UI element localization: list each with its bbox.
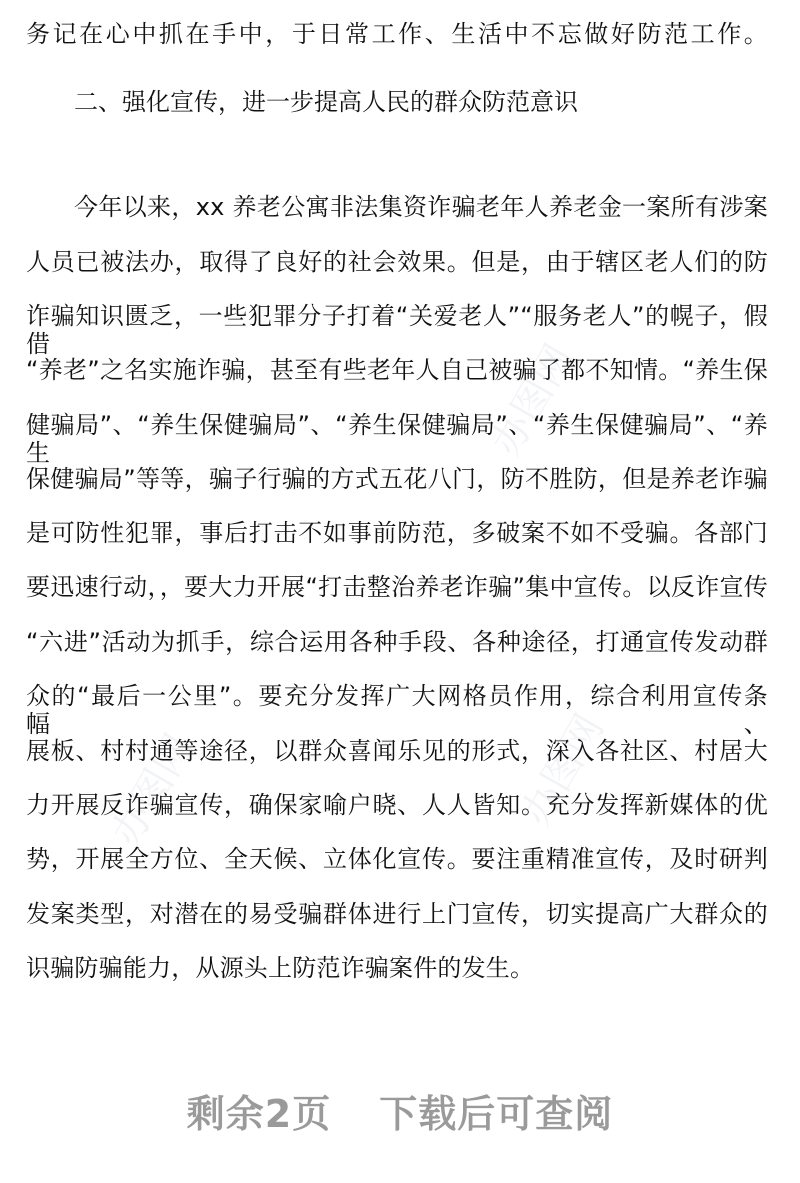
paragraph-line: 力开展反诈骗宣传，确保家喻户晓、人人皆知。充分发挥新媒体的优 (26, 791, 768, 819)
paragraph-line: 众的“最后一公里”。要充分发挥广大网格员作用，综合利用宣传条幅、 (26, 682, 768, 738)
paragraph-line: “养老”之名实施诈骗，甚至有些老年人自己被骗了都不知情。“养生保 (26, 356, 768, 384)
paragraph-line: 保健骗局”等等，骗子行骗的方式五花八门，防不胜防，但是养老诈骗 (26, 465, 768, 493)
paragraph-line: “六进”活动为抓手，综合运用各种手段、各种途径，打通宣传发动群 (26, 628, 768, 656)
paragraph-line: 识骗防骗能力，从源头上防范诈骗案件的发生。 (26, 954, 535, 982)
paragraph-line: 健骗局”、“养生保健骗局”、“养生保健骗局”、“养生保健骗局”、“养生 (26, 411, 768, 467)
paragraph-line: 要迅速行动，，要大力开展“打击整治养老诈骗”集中宣传。以反诈宣传 (26, 573, 768, 601)
paragraph-line: 势，开展全方位、全天候、立体化宣传。要注重精准宣传，及时研判 (26, 845, 768, 873)
paragraph-line: 诈骗知识匮乏，一些犯罪分子打着“关爱老人”“服务老人”的幌子，假借 (26, 302, 768, 358)
watermark: 办图网 (513, 706, 613, 834)
paragraph-line: 发案类型，对潜在的易受骗群体进行上门宣传，切实提高广大群众的 (26, 900, 768, 928)
remaining-pages-label: 剩余2页 (186, 1092, 332, 1136)
download-to-view-label: 下载后可查阅 (379, 1092, 614, 1136)
paragraph-line: 是可防性犯罪，事后打击不如事前防范，多破案不如不受骗。各部门 (26, 519, 768, 547)
download-prompt[interactable] (0, 1083, 800, 1138)
paragraph-line: 展板、村村通等途径，以群众喜闻乐见的形式，深入各社区、村居大 (26, 737, 768, 765)
continued-text-line: 务记在心中抓在手中，于日常工作、生活中不忘做好防范工作。 (26, 20, 768, 48)
paragraph-line: 今年以来，xx 养老公寓非法集资诈骗老年人养老金一案所有涉案 (74, 193, 768, 221)
paragraph-line: 人员已被法办，取得了良好的社会效果。但是，由于辖区老人们的防 (26, 248, 768, 276)
watermark: 办图网 (103, 726, 203, 854)
watermark: 办图网 (483, 336, 583, 464)
section-heading: 二、强化宣传，进一步提高人民的群众防范意识 (74, 88, 578, 116)
